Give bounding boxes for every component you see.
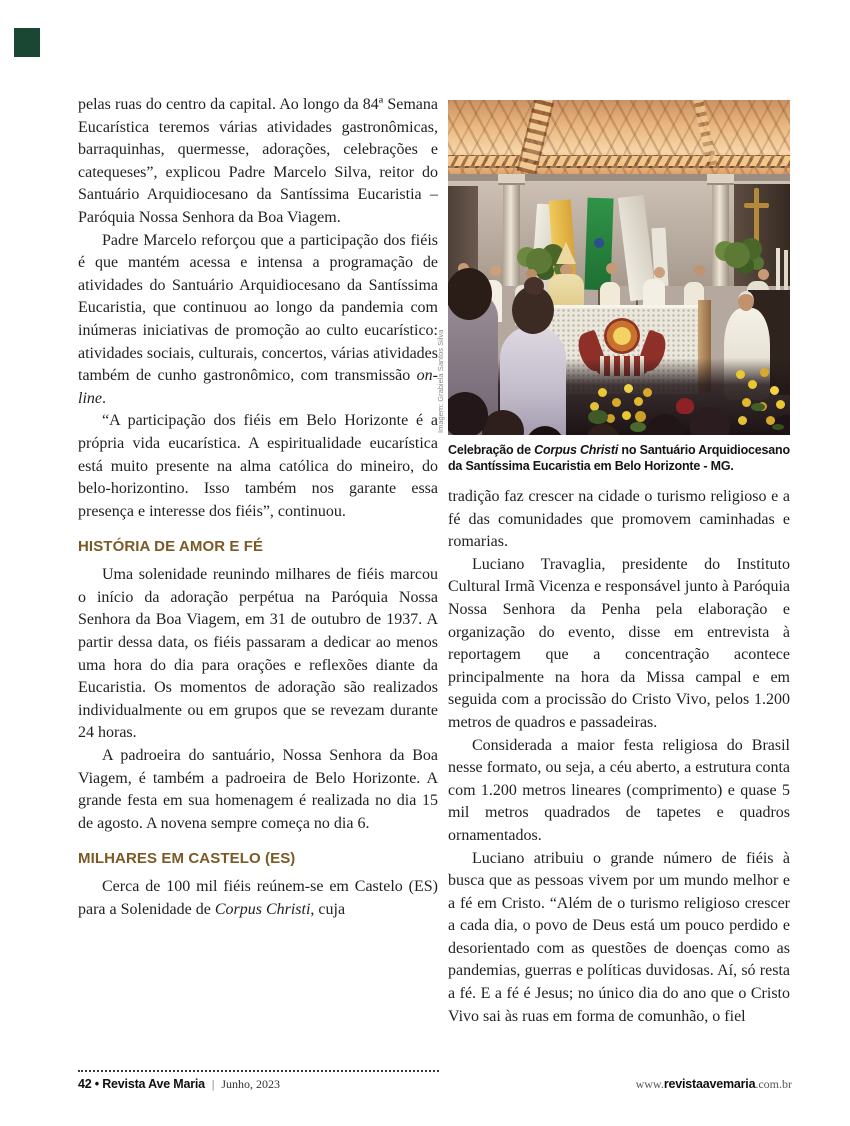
paragraph-text: , cuja (310, 901, 346, 918)
left-column (78, 94, 438, 922)
photo-foliage (526, 248, 552, 274)
photo-truss-chord (448, 155, 790, 168)
photo-column (712, 180, 729, 286)
caption-italic-term: Corpus Christi (534, 443, 619, 457)
photo-flowers (736, 370, 745, 379)
photo-foreground-person-hair (524, 277, 544, 295)
photo-flowers (598, 388, 607, 397)
photo-doorway (734, 184, 790, 286)
photo-foreground-person-hair (448, 268, 492, 320)
paragraph: “A participação dos fiéis em Belo Horizonte é a própria vida eucarística. A espiritualidade eucarística está muito presente na alma católica do mineiro, do belo-horizontino. Isso também nos garante essa presença e interesse dos fiéis”, continuou. (78, 412, 438, 520)
photo-brazil-flag (584, 198, 613, 291)
photo-cross (754, 188, 759, 246)
corner-mark (14, 28, 40, 57)
paragraph: A padroeira do santuário, Nossa Senhora da Boa Viagem, é também a padroeira de Belo Horizonte. A grande festa em sua homenagem é realizada no dia 15 de agosto. A novena sempre começa no dia 6. (78, 747, 438, 832)
footer-website (636, 1077, 792, 1092)
photo-credit: Imagem: Grabiela Santos Silva (436, 329, 445, 433)
photo-column-capital (707, 174, 734, 185)
footer-url-domain: revistaavemaria (663, 1077, 756, 1091)
photo-figure (448, 100, 790, 474)
paragraph: Luciano atribuiu o grande número de fiéis à busca que as pessoas vivem por um mundo melhor e a fé em Cristo. “Além de o turismo religioso crescer a cada dia, o povo de Deus está um pouco perdido e desorientado com as questões de doenças como as pandemias, guerras e políticas duvidosas. Aí, só resta a fé. E a fé é Jesus; no único dia do ano que o Cristo Vivo sai às ruas em forma de comunhão, o fiel (448, 849, 790, 1025)
section-heading: HISTÓRIA DE AMOR E FÉ (78, 538, 264, 556)
paragraph (78, 230, 438, 411)
right-column (448, 100, 790, 1028)
photo-foliage (724, 242, 750, 268)
photo-red-cap (676, 398, 694, 414)
photo-column (503, 180, 520, 286)
caption-text: no Santuário Arquidiocesano da Santíssima Eucaristia em Belo Horizonte - MG. (448, 443, 790, 473)
footer-dotted-rule (78, 1070, 439, 1072)
footer-url-suffix: .com.br (755, 1077, 792, 1091)
paragraph: Considerada a maior festa religiosa do Brasil nesse formato, ou seja, a céu aberto, a estrutura conta com 1.200 metros lineares (comprimento) e quase 5 mil metros quadrados de tapetes e quadros ornamentados. (448, 736, 790, 844)
footer-separator: | (211, 1077, 215, 1091)
photo-cross (744, 203, 769, 208)
photo-foreground-person (500, 326, 566, 435)
italic-term: on-line (78, 367, 438, 407)
photo-brazil-flag-globe (594, 238, 604, 248)
photo-caption (448, 442, 790, 474)
caption-text: Celebração de (448, 443, 535, 457)
section-heading: MILHARES EM CASTELO (ES) (78, 850, 296, 868)
paragraph: Uma solenidade reunindo milhares de fiéis marcou o início da adoração perpétua na Paróquia Nossa Senhora da Boa Viagem, em 31 de outubro de 1937. A partir dessa data, os fiéis passaram a dedicar ao menos uma hora do dia para orações e reflexões diante da Eucaristia. Os momentos de adoração são realizados individualmente ou em grupos que se revezam durante 24 horas. (78, 566, 438, 742)
footer-left (78, 1077, 280, 1092)
photo-seated-priest-head (738, 291, 754, 311)
paragraph-text: Padre Marcelo reforçou que a participação dos fiéis é que mantém acessa e intensa a programação de atividades do Santuário Arquidiocesano da Santíssima Eucaristia, que continuou ao longo da pandemia com inúmeras iniciativas de promoção ao culto eucarístico: atividades sociais, culturais, concertos, várias atividades também de cunho gastronômico, com transmissão (78, 231, 438, 385)
paragraph: tradição faz crescer na cidade o turismo religioso e a fé das comunidades que promovem caminhadas e romarias. (448, 488, 790, 551)
photo-altar-emblem (604, 318, 640, 354)
italic-term: Corpus Christi (214, 901, 311, 918)
photo-column-capital (498, 174, 525, 185)
paragraph (78, 876, 438, 921)
photo-corpus-christi-celebration (448, 100, 790, 435)
paragraph-text: . (102, 389, 106, 407)
paragraph-text: Cerca de 100 mil fiéis reúnem-se em Castelo (ES) para a Solenidade de (78, 878, 438, 918)
footer-issue: Junho, 2023 (221, 1077, 280, 1091)
footer-url-prefix: www. (635, 1077, 664, 1091)
paragraph: pelas ruas do centro da capital. Ao longo da 84ª Semana Eucarística teremos várias atividades gastronômicas, barraquinhas, quermesse, adorações, celebrações e catequeses”, explicou Padre Marcelo Silva, reitor do Santuário Arquidiocesano da Santíssima Eucaristia – Paróquia Nossa Senhora da Boa Viagem. (78, 96, 438, 226)
footer-page-label: 42 • Revista Ave Maria (78, 1077, 205, 1091)
photo-white-flag (651, 228, 668, 287)
paragraph: Luciano Travaglia, presidente do Instituto Cultural Irmã Vicenza e responsável junto à Paróquia Nossa Senhora da Penha pela elaboração e organização do evento, disse em entrevista à reportagem que a concentração acontece principalmente na hora da Missa campal e em seguida com a procissão do Cristo Vivo, pelos 1.200 metros de quadros e passadeiras. (448, 555, 790, 731)
photo-bishop-mitre (556, 242, 576, 264)
photo-leaves (588, 410, 608, 424)
